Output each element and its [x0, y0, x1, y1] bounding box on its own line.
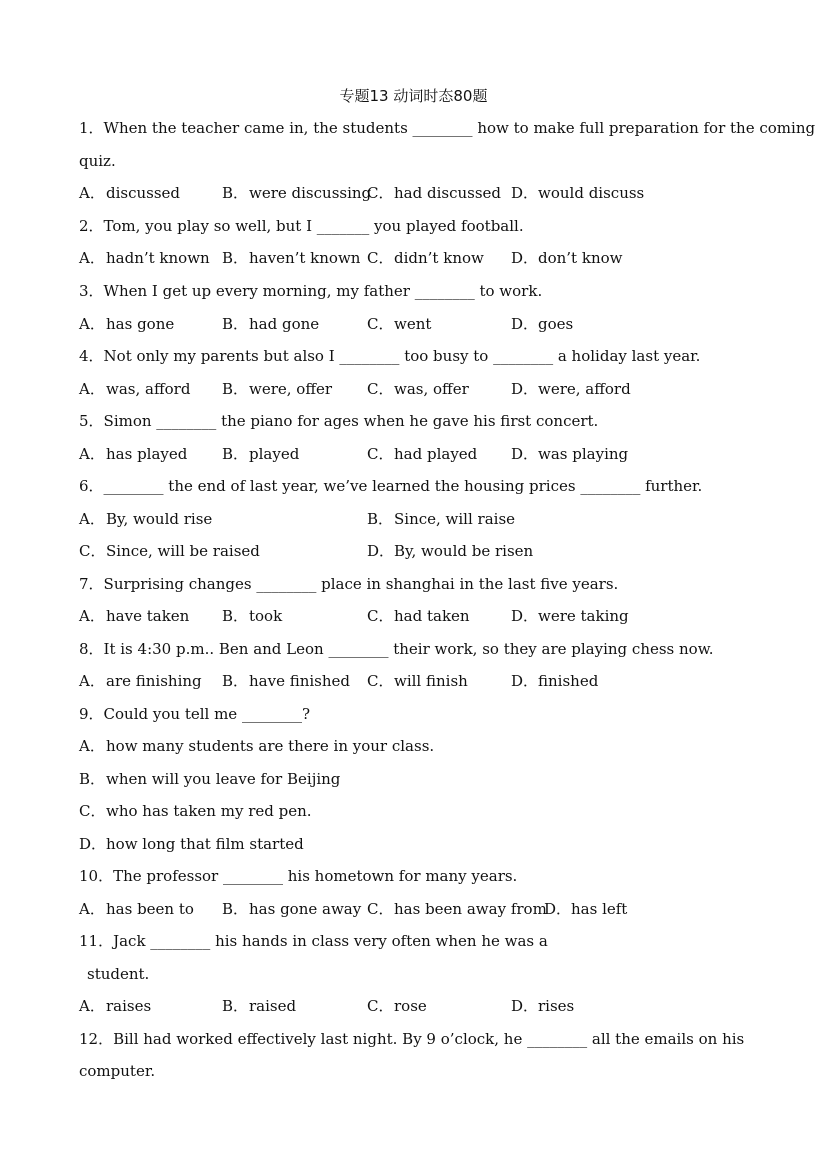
question-4-stem: 4．Not only my parents but also I ________ too busy to ________ a holiday last year.	[79, 347, 701, 365]
question-2-option-a: A．hadn’t known	[79, 249, 210, 267]
question-11-stem-line-1: 11．Jack ________ his hands in class very often when he was a	[79, 932, 548, 950]
question-11-option-b: B．raised	[222, 997, 297, 1015]
question-2-option-d: D．don’t know	[511, 249, 623, 267]
question-9-option-a: A．how many students are there in your class.	[79, 737, 435, 755]
question-1-stem-line-2: quiz.	[79, 152, 116, 170]
question-4-options	[79, 379, 779, 399]
question-10-option-d: D．has left	[544, 900, 628, 918]
question-3-option-b: B．had gone	[222, 315, 320, 333]
question-5-option-b: B．played	[222, 445, 300, 463]
question-7-option-c: C．had taken	[367, 607, 470, 625]
question-2-stem: 2．Tom, you play so well, but I _______ you played football.	[79, 217, 524, 235]
question-7-stem: 7．Surprising changes ________ place in shanghai in the last five years.	[79, 575, 619, 593]
question-10-option-c: C．has been away from	[367, 900, 547, 918]
question-6-option-a: A．By, would rise	[79, 510, 213, 528]
question-6-options-row-2	[79, 541, 779, 561]
question-4-option-d: D．were, afford	[511, 380, 631, 398]
question-3-option-a: A．has gone	[79, 315, 175, 333]
question-10-options	[79, 899, 779, 919]
question-10-option-a: A．has been to	[79, 900, 194, 918]
question-6-options-row-1	[79, 509, 779, 529]
question-6-option-b: B．Since, will raise	[367, 510, 516, 528]
question-11-options	[79, 996, 779, 1016]
question-11-option-d: D．rises	[511, 997, 575, 1015]
question-11-stem-line-2: student.	[87, 965, 150, 983]
question-10-stem: 10．The professor ________ his hometown for many years.	[79, 867, 518, 885]
question-1-option-c: C．had discussed	[367, 184, 502, 202]
question-5-option-c: C．had played	[367, 445, 478, 463]
question-11-option-c: C．rose	[367, 997, 427, 1015]
question-9-stem: 9．Could you tell me ________?	[79, 705, 310, 723]
question-5-option-a: A．has played	[79, 445, 188, 463]
question-9-option-c: C．who has taken my red pen.	[79, 802, 312, 820]
question-1-options	[79, 183, 779, 203]
question-4-option-a: A．was, afford	[79, 380, 191, 398]
question-3-option-c: C．went	[367, 315, 432, 333]
question-8-options	[79, 671, 779, 691]
question-2-option-b: B．haven’t known	[222, 249, 361, 267]
question-6-option-c: C．Since, will be raised	[79, 542, 260, 560]
question-8-stem: 8．It is 4:30 p.m.. Ben and Leon ________ their work, so they are playing chess now.	[79, 640, 714, 658]
question-1-option-b: B．were discussing	[222, 184, 372, 202]
question-7-option-d: D．were taking	[511, 607, 629, 625]
question-5-stem: 5．Simon ________ the piano for ages when he gave his first concert.	[79, 412, 599, 430]
question-7-option-b: B．took	[222, 607, 283, 625]
question-12-stem-line-1: 12．Bill had worked effectively last night. By 9 o’clock, he ________ all the emails on his	[79, 1030, 745, 1048]
question-8-option-d: D．finished	[511, 672, 599, 690]
question-1-option-d: D．would discuss	[511, 184, 645, 202]
question-8-option-b: B．have finished	[222, 672, 351, 690]
question-3-stem: 3．When I get up every morning, my father ________ to work.	[79, 282, 543, 300]
question-12-stem-line-2: computer.	[79, 1062, 156, 1080]
question-10-option-b: B．has gone away	[222, 900, 362, 918]
question-4-option-b: B．were, offer	[222, 380, 333, 398]
question-6-option-d: D．By, would be risen	[367, 542, 534, 560]
question-1-stem-line-1: 1．When the teacher came in, the students ________ how to make full preparation for the coming	[79, 119, 816, 137]
question-8-option-a: A．are finishing	[79, 672, 202, 690]
question-6-stem: 6．________ the end of last year, we’ve learned the housing prices ________ further.	[79, 477, 703, 495]
question-1-option-a: A．discussed	[79, 184, 181, 202]
question-5-option-d: D．was playing	[511, 445, 629, 463]
question-8-option-c: C．will finish	[367, 672, 468, 690]
question-11-option-a: A．raises	[79, 997, 152, 1015]
question-2-option-c: C．didn’t know	[367, 249, 484, 267]
question-7-options	[79, 606, 779, 626]
question-9-option-b: B．when will you leave for Beijing	[79, 770, 341, 788]
question-2-options	[79, 248, 779, 268]
question-3-options	[79, 314, 779, 334]
question-7-option-a: A．have taken	[79, 607, 190, 625]
question-5-options	[79, 444, 779, 464]
question-9-option-d: D．how long that film started	[79, 835, 304, 853]
question-3-option-d: D．goes	[511, 315, 574, 333]
question-4-option-c: C．was, offer	[367, 380, 469, 398]
page-title: 专题13 动词时态80题	[339, 87, 488, 105]
